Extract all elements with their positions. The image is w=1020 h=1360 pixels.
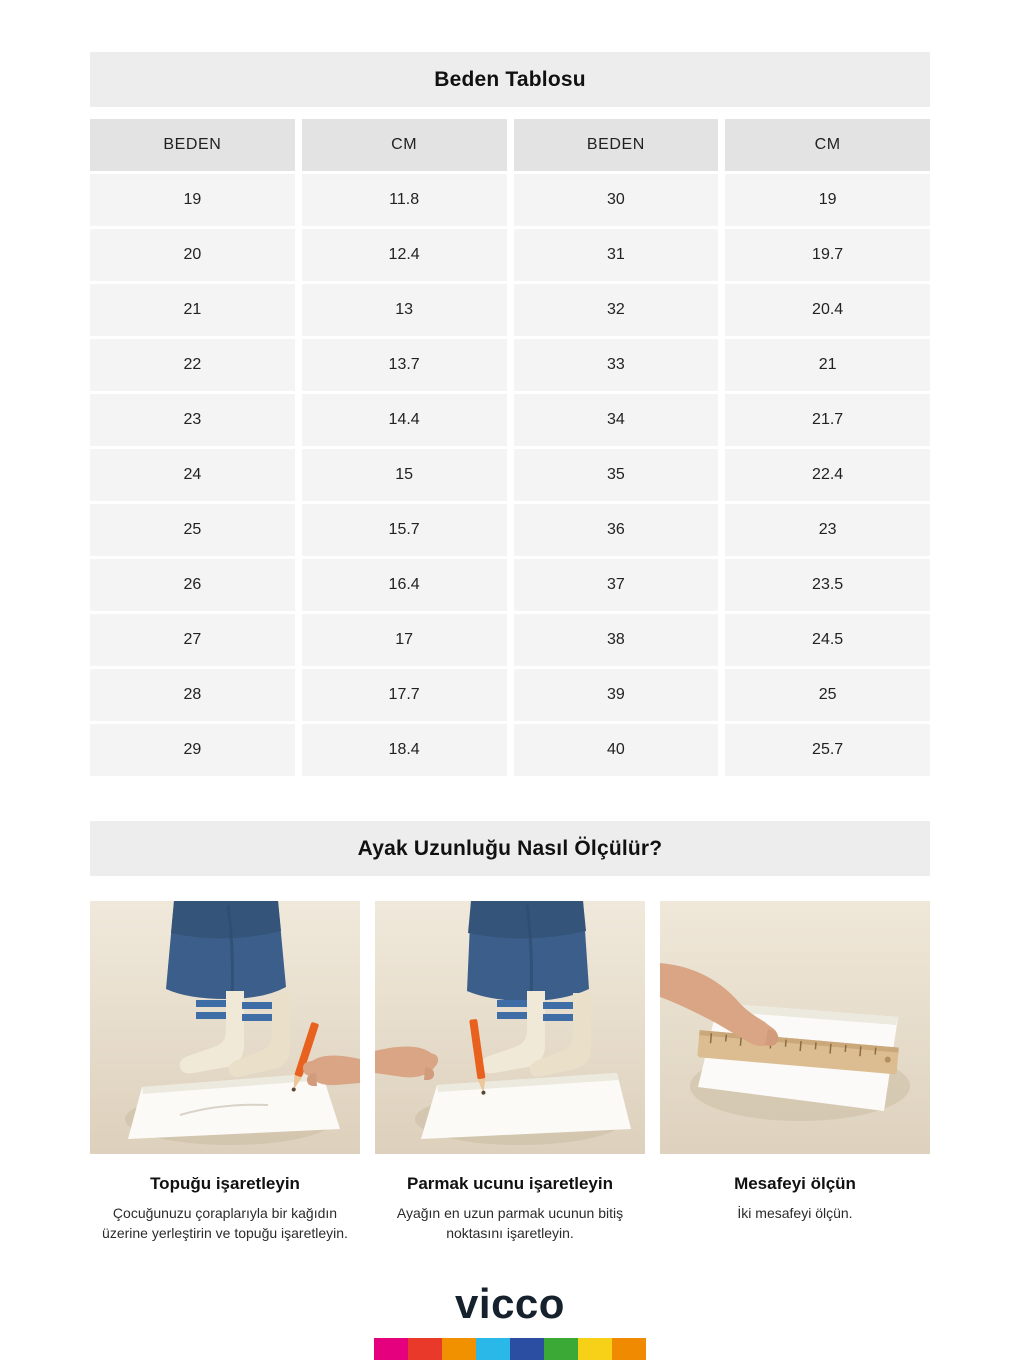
brand-color-segment — [442, 1338, 476, 1360]
size-table-cell: 14.4 — [302, 394, 507, 446]
size-table-cell: 22 — [90, 339, 295, 391]
toe-marking-illustration — [375, 901, 645, 1154]
size-table-cell: 35 — [514, 449, 719, 501]
size-table-cell: 36 — [514, 504, 719, 556]
brand-color-segment — [578, 1338, 612, 1360]
size-table-cell: 27 — [90, 614, 295, 666]
measure-step-toe — [375, 901, 645, 1244]
size-table-cell: 28 — [90, 669, 295, 721]
size-table-cell: 17 — [302, 614, 507, 666]
size-table-cell: 31 — [514, 229, 719, 281]
step-description: Çocuğunuzu çoraplarıyla bir kağıdın üzerine yerleştirin ve topuğu işaretleyin. — [102, 1205, 348, 1242]
size-table-cell: 25 — [90, 504, 295, 556]
measure-step-distance — [660, 901, 930, 1244]
heel-marking-illustration — [90, 901, 360, 1154]
size-table-cell: 15 — [302, 449, 507, 501]
size-table-cell: 11.8 — [302, 174, 507, 226]
brand-color-segment — [510, 1338, 544, 1360]
size-table-cell: 38 — [514, 614, 719, 666]
brand-color-segment — [544, 1338, 578, 1360]
size-table-header-cell: BEDEN — [514, 119, 719, 171]
brand-color-segment — [374, 1338, 408, 1360]
measure-steps — [90, 901, 930, 1244]
size-table-cell: 13.7 — [302, 339, 507, 391]
size-table-cell: 24.5 — [725, 614, 930, 666]
brand-color-segment — [476, 1338, 510, 1360]
vicco-logo: vicco — [455, 1280, 565, 1327]
heel-marking-photo — [90, 901, 360, 1154]
size-table-cell: 34 — [514, 394, 719, 446]
step-caption — [90, 1174, 360, 1244]
size-table-cell: 19.7 — [725, 229, 930, 281]
size-table-title: Beden Tablosu — [434, 67, 586, 91]
size-table-header-cell: CM — [725, 119, 930, 171]
step-title: Topuğu işaretleyin — [150, 1174, 300, 1193]
ruler-measuring-photo — [660, 901, 930, 1154]
measure-section-title: Ayak Uzunluğu Nasıl Ölçülür? — [357, 836, 663, 860]
size-table-cell: 24 — [90, 449, 295, 501]
size-table-title-bar — [90, 52, 930, 107]
size-table-cell: 18.4 — [302, 724, 507, 776]
size-table-cell: 12.4 — [302, 229, 507, 281]
size-table-cell: 26 — [90, 559, 295, 611]
size-table-cell: 17.7 — [302, 669, 507, 721]
step-title: Mesafeyi ölçün — [734, 1174, 856, 1193]
size-table-cell: 16.4 — [302, 559, 507, 611]
measure-section-title-bar — [90, 821, 930, 876]
step-caption — [375, 1174, 645, 1244]
size-table-cell: 13 — [302, 284, 507, 336]
step-description: İki mesafeyi ölçün. — [737, 1205, 853, 1221]
size-table — [90, 119, 930, 776]
size-table-cell: 21 — [90, 284, 295, 336]
size-table-header-cell: CM — [302, 119, 507, 171]
size-table-cell: 21.7 — [725, 394, 930, 446]
size-table-cell: 25.7 — [725, 724, 930, 776]
size-table-cell: 37 — [514, 559, 719, 611]
measure-step-heel — [90, 901, 360, 1244]
brand-color-bar — [374, 1338, 646, 1360]
size-table-cell: 22.4 — [725, 449, 930, 501]
size-table-cell: 21 — [725, 339, 930, 391]
size-table-cell: 32 — [514, 284, 719, 336]
size-table-cell: 15.7 — [302, 504, 507, 556]
size-table-cell: 23 — [90, 394, 295, 446]
size-table-cell: 20 — [90, 229, 295, 281]
size-table-cell: 40 — [514, 724, 719, 776]
size-table-cell: 33 — [514, 339, 719, 391]
size-table-cell: 29 — [90, 724, 295, 776]
size-table-cell: 39 — [514, 669, 719, 721]
brand-color-segment — [408, 1338, 442, 1360]
step-caption — [660, 1174, 930, 1223]
size-table-cell: 19 — [90, 174, 295, 226]
size-table-cell: 23.5 — [725, 559, 930, 611]
step-description: Ayağın en uzun parmak ucunun bitiş noktasını işaretleyin. — [396, 1205, 624, 1242]
size-table-header-cell: BEDEN — [90, 119, 295, 171]
size-table-cell: 30 — [514, 174, 719, 226]
size-table-cell: 19 — [725, 174, 930, 226]
size-table-cell: 23 — [725, 504, 930, 556]
size-table-cell: 20.4 — [725, 284, 930, 336]
size-table-cell: 25 — [725, 669, 930, 721]
step-title: Parmak ucunu işaretleyin — [407, 1174, 613, 1193]
footer — [0, 1280, 1020, 1360]
brand-color-segment — [612, 1338, 646, 1360]
ruler-measuring-illustration — [660, 901, 930, 1154]
toe-marking-photo — [375, 901, 645, 1154]
